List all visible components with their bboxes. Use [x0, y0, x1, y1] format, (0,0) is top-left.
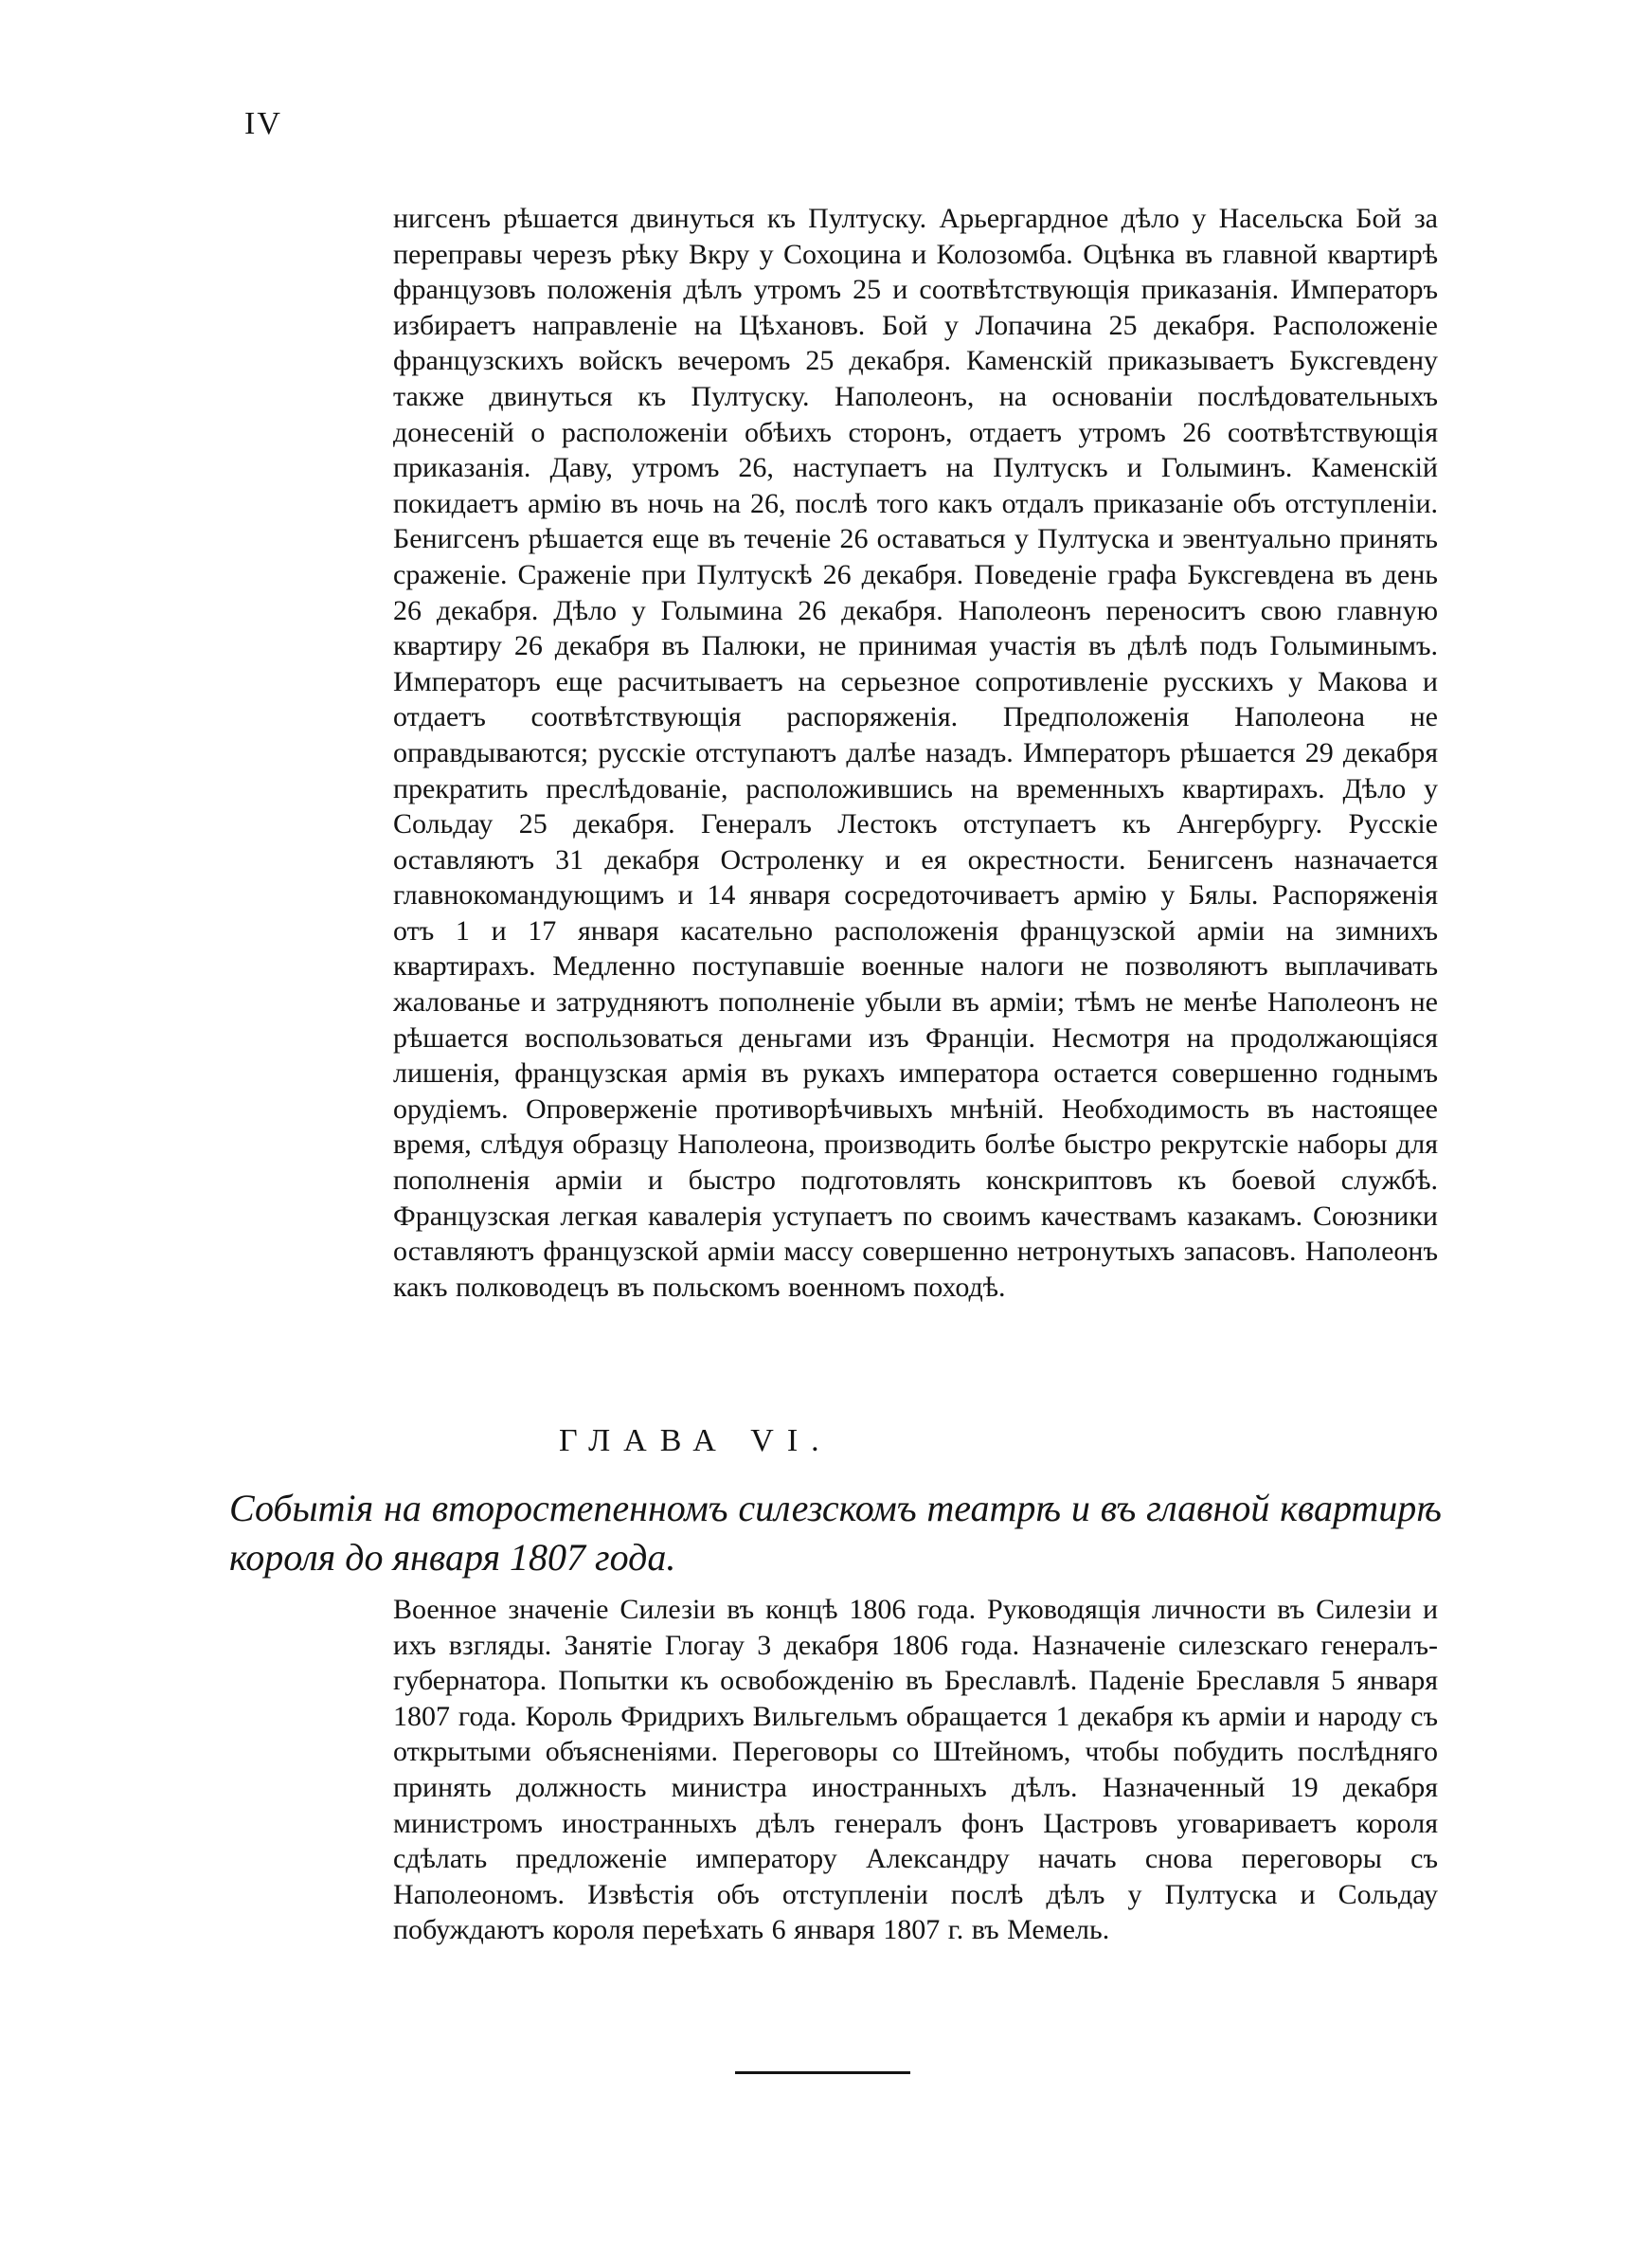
chapter5-summary-text: нигсенъ рѣшается двинуться къ Пултуску. Арьергардное дѣло у Насельска Бой за переправы черезъ рѣку Вкру у Сохоцина и Колозомба. Оцѣнка въ главной квартирѣ французовъ положенія дѣлъ утромъ 25 и соотвѣтствующія приказанія. Императоръ избираетъ направленіе на Цѣхановъ. Бой у Лопачина 25 декабря. Расположеніе французскихъ войскъ вечеромъ 25 декабря. Каменскій приказываетъ Буксгевдену также двинуться къ Пултуску. Наполеонъ, на основаніи послѣдовательныхъ донесеній о расположеніи обѣихъ сторонъ, отдаетъ утромъ 26 соотвѣтствующія приказанія. Даву, утромъ 26, наступаетъ на Пултускъ и Голыминъ. Каменскій покидаетъ армію въ ночь на 26, послѣ того какъ отдалъ приказаніе объ отступленіи. Бенигсенъ рѣшается еще въ теченіе 26 оставаться у Пултуска и эвентуально принять сраженіе. Сраженіе при Пултускѣ 26 декабря. Поведеніе графа Буксгевдена въ день 26 декабря. Дѣло у Голымина 26 декабря. Наполеонъ переноситъ свою главную квартиру 26 декабря въ Палюки, не принимая участія въ дѣлѣ подъ Голыминымъ. Императоръ еще расчитываетъ на серьезное сопротивленіе русскихъ у Макова и отдаетъ соотвѣтствующія распоряженія. Предположенія Наполеона не оправдываются; русскіе отступаютъ далѣе назадъ. Императоръ рѣшается 29 декабря прекратить преслѣдованіе, расположившись на временныхъ квартирахъ. Дѣло у Сольдау 25 декабря. Генералъ Лестокъ отступаетъ къ Ангербургу. Русскіе оставляютъ 31 декабря Остроленку и ея окрестности. Бенигсенъ назначается главнокомандующимъ и 14 января сосредоточиваетъ армію у Бялы. Распоряженія отъ 1 и 17 января касательно расположенія французской арміи на зимнихъ квартирахъ. Медленно поступавшіе военные налоги не позволяютъ выплачивать жалованье и затрудняютъ пополненіе убыли въ арміи; тѣмъ не менѣе Наполеонъ не рѣшается воспользоваться деньгами изъ Франціи. Несмотря на продолжающіяся лишенія, французская армія въ рукахъ императора остается совершенно годнымъ орудіемъ. Опроверженіе противорѣчивыхъ мнѣній. Необходимость въ настоящее время, слѣдуя образцу Наполеона, производить болѣе быстро рекрутскіе наборы для пополненія арміи и быстро подготовлять конскриптовъ къ боевой службѣ. Французская легкая кавалерія уступаетъ по своимъ качествамъ казакамъ. Союзники оставляютъ французской арміи массу совершенно нетронутыхъ запасовъ. Наполеонъ какъ полководецъ въ польскомъ военномъ походѣ. — [393, 203, 1438, 1303]
chapter6-summary-text: Военное значеніе Силезіи въ концѣ 1806 года. Руководящія личности въ Силезіи и ихъ взгляды. Занятіе Глогау 3 декабря 1806 года. Назначеніе силезскаго генералъ-губернатора. Попытки къ освобожденію въ Бреславлѣ. Паденіе Бреславля 5 января 1807 года. Король Фридрихъ Вильгельмъ обращается 1 декабря къ арміи и народу съ открытыми объясненіями. Переговоры со Штейномъ, чтобы побудить послѣдняго принять должность министра иностранныхъ дѣлъ. Назначенный 19 декабря министромъ иностранныхъ дѣлъ генералъ фонъ Цастровъ уговариваетъ короля сдѣлать предложеніе императору Александру начать снова переговоры съ Наполеономъ. Извѣстія объ отступленіи послѣ дѣлъ у Пултуска и Сольдау побуждаютъ короля переѣхать 6 января 1807 г. въ Мемель. — [393, 1594, 1438, 1946]
end-rule — [735, 2071, 910, 2074]
chapter5-summary — [393, 201, 1438, 1305]
page-number: IV — [244, 106, 282, 141]
chapter6-summary — [393, 1592, 1438, 1948]
chapter-title: Событія на второстепенномъ силезскомъ театрѣ и въ главной квартирѣ короля до января 1807 года. — [229, 1487, 1442, 1579]
chapter-heading: ГЛАВА VI. — [559, 1423, 833, 1458]
